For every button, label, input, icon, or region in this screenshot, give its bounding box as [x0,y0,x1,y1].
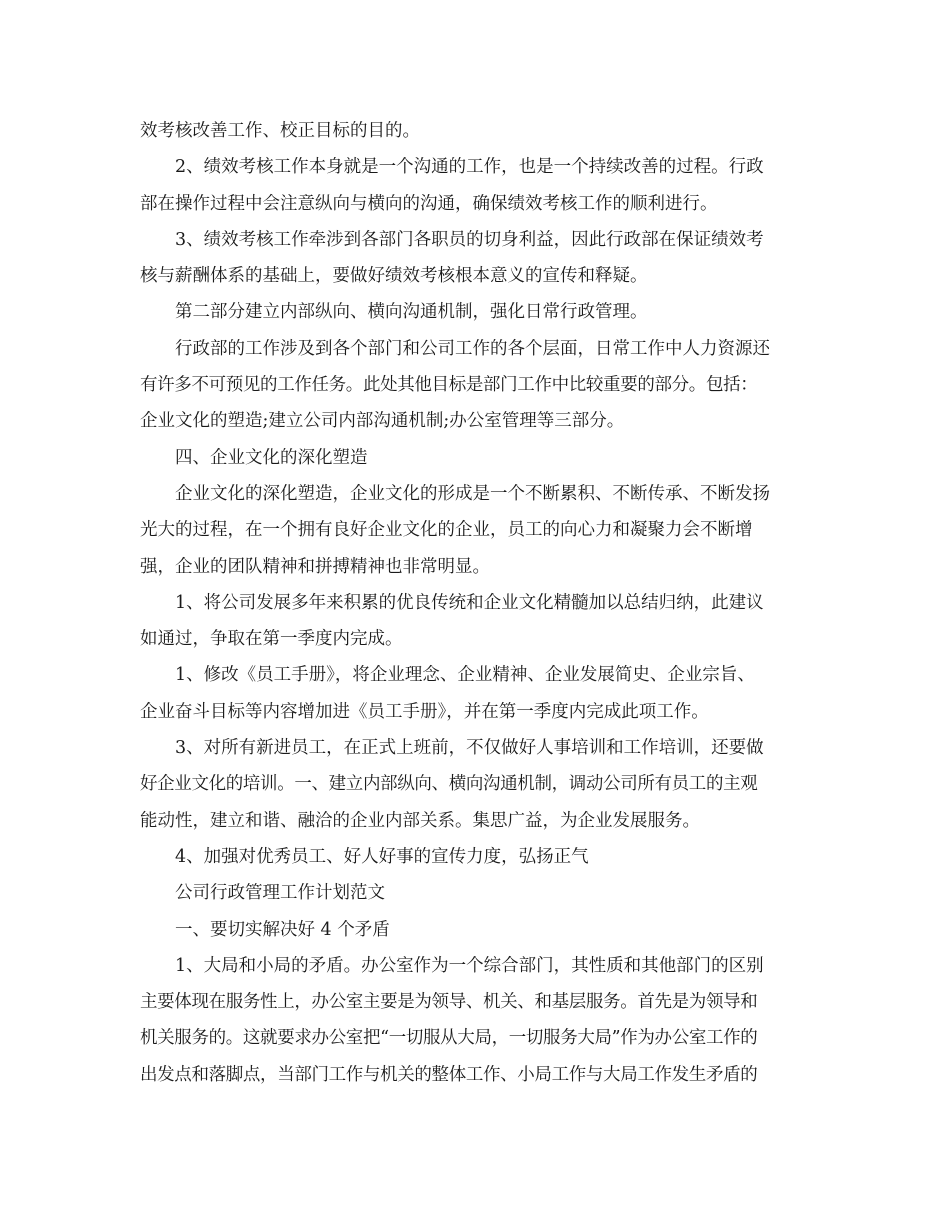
text-line: 效考核改善工作、校正目标的目的。 [140,121,420,141]
text-line: 3、绩效考核工作牵涉到各部门各职员的切身利益，因此行政部在保证绩效考 [175,229,764,250]
text-line: 4、加强对优秀员工、好人好事的宣传力度，弘扬正气 [175,846,589,867]
text-line: 1、修改《员工手册》，将企业理念、企业精神、企业发展简史、企业宗旨、 [175,665,755,686]
text-line: 企业文化的深化塑造，企业文化的形成是一个不断累积、不断传承、不断发扬 [175,483,770,504]
text-line: 光大的过程，在一个拥有良好企业文化的企业，员工的向心力和凝聚力会不断增 [140,520,753,541]
section-heading: 第二部分建立内部纵向、横向沟通机制，强化日常行政管理。 [175,302,648,323]
text-line: 核与薪酬体系的基础上，要做好绩效考核根本意义的宣传和释疑。 [140,266,648,287]
text-line: 强，企业的团队精神和拼搏精神也非常明显。 [140,556,490,577]
text-line: 部在操作过程中会注意纵向与横向的沟通，确保绩效考核工作的顺利进行。 [140,193,718,214]
text-line: 能动性，建立和谐、融洽的企业内部关系。集思广益，为企业发展服务。 [140,810,700,831]
text-line: 1、将公司发展多年来积累的优良传统和企业文化精髓加以总结归纳，此建议 [175,592,764,613]
section-heading: 公司行政管理工作计划范文 [175,883,385,904]
text-line: 好企业文化的培训。一、建立内部纵向、横向沟通机制，调动公司所有员工的主观 [140,774,758,795]
text-line: 如通过，争取在第一季度内完成。 [140,629,403,650]
text-line: 1、大局和小局的矛盾。办公室作为一个综合部门，其性质和其他部门的区别 [175,955,764,976]
text-line: 3、对所有新进员工，在正式上班前，不仅做好人事培训和工作培训，还要做 [175,738,764,759]
text-line: 2、绩效考核工作本身就是一个沟通的工作，也是一个持续改善的过程。行政 [175,157,764,178]
text-line: 有许多不可预见的工作任务。此处其他目标是部门工作中比较重要的部分。包括： [140,375,758,396]
text-line: 行政部的工作涉及到各个部门和公司工作的各个层面，日常工作中人力资源还 [175,338,770,359]
document-body [140,113,812,1093]
section-heading: 四、企业文化的深化塑造 [175,447,368,468]
text-line: 主要体现在服务性上，办公室主要是为领导、机关、和基层服务。首先是为领导和 [140,992,758,1013]
text-line: 机关服务的。这就要求办公室把“一切服从大局，一切服务大局”作为办公室工作的 [140,1028,758,1049]
text-line: 出发点和落脚点，当部门工作与机关的整体工作、小局工作与大局工作发生矛盾的 [140,1064,758,1085]
text-line: 企业奋斗目标等内容增加进《员工手册》，并在第一季度内完成此项工作。 [140,701,709,722]
section-heading: 一、要切实解决好 4 个矛盾 [175,919,390,940]
text-line: 企业文化的塑造;建立公司内部沟通机制;办公室管理等三部分。 [140,411,625,432]
